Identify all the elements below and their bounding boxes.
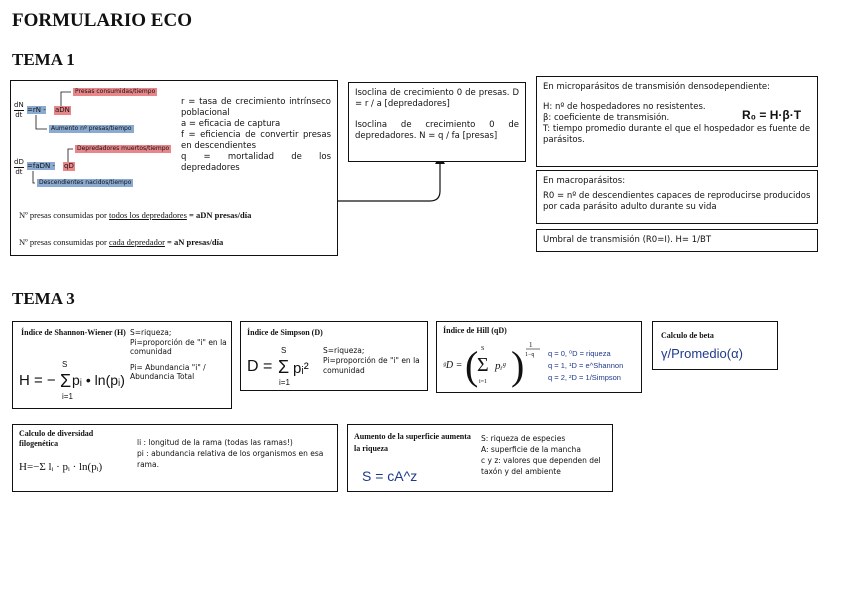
tema1-heading: TEMA 1 — [12, 50, 75, 69]
tag-descendientes: Descendientes nacidos/tiempo — [39, 179, 132, 186]
micro-beta: β: coeficiente de transmisión. — [543, 113, 670, 123]
hill-box — [436, 321, 642, 393]
area-s: S: riqueza de especies — [481, 434, 566, 443]
svg-text:1−q: 1−q — [525, 352, 535, 358]
hill-title: Índice de Hill (qD) — [443, 326, 507, 335]
simpson-s: S=riqueza; — [323, 346, 365, 355]
page-title: FORMULARIO ECO — [12, 10, 192, 31]
micro-T: T: tiempo promedio durante el que el hospedador es fuente de parásitos. — [543, 124, 811, 145]
svg-text:ᵍD =: ᵍD = — [443, 360, 463, 371]
simpson-box — [240, 321, 428, 391]
filo-title: Calculo de diversidad filogenética — [19, 429, 94, 448]
beta-title: Calculo de beta — [661, 331, 714, 340]
definitions — [181, 97, 331, 174]
eq1-num: dN — [14, 101, 24, 109]
macroparasitos-box — [536, 170, 818, 224]
def-a: a = eficacia de captura — [181, 119, 281, 129]
svg-text:Σ: Σ — [477, 354, 489, 376]
arrow-descendientes — [33, 171, 35, 183]
arrow-presas — [61, 92, 71, 106]
macro-title: En macroparásitos: — [543, 176, 626, 186]
micro-H: H: nº de hospedadores no resistentes. — [543, 102, 706, 112]
hill-q1: q = 1, ¹D = e^Shannon — [548, 361, 624, 370]
simpson-pi: Pi=proporción de "i" en la comunidad — [323, 356, 420, 375]
tag-depredadores-muertos: Depredadores muertos/tiempo — [77, 145, 170, 152]
shannon-pi2: Pi= Abundancia "i" / Abundancia Total — [130, 362, 206, 381]
presas-cada — [19, 237, 223, 248]
line2-post: = aN presas/día — [164, 237, 224, 247]
beta-box — [652, 321, 778, 370]
filo-defs — [137, 437, 333, 470]
svg-text:): ) — [511, 343, 525, 388]
svg-text:i=1: i=1 — [479, 379, 488, 385]
hill-formula — [443, 338, 545, 392]
svg-text:(: ( — [465, 343, 479, 388]
shannon-title: Índice de Shannon-Wiener (H) — [21, 328, 126, 337]
svg-text:1: 1 — [529, 341, 533, 349]
filo-li: li : longitud de la rama (todas las ramas!) — [137, 438, 293, 447]
eq1-den: dt — [15, 111, 23, 119]
svg-text:pᵢᵍ: pᵢᵍ — [495, 360, 506, 372]
lotka-volterra-box — [10, 80, 338, 256]
isoclinas-box — [348, 82, 526, 162]
beta-formula: γ/Promedio(α) — [661, 346, 743, 361]
arrow-aumento — [36, 115, 47, 129]
svg-text:i=1: i=1 — [62, 392, 73, 401]
equation-diagram — [11, 81, 176, 196]
hill-q0: q = 0, ⁰D = riqueza — [548, 349, 611, 358]
hill-cases — [548, 348, 623, 384]
shannon-box — [12, 321, 232, 409]
svg-text:i=1: i=1 — [279, 378, 290, 387]
micro-formula: R₀ = H·β·T — [742, 108, 802, 122]
line2-pre: Nº presas consumidas por — [19, 237, 109, 247]
svg-text:Σ: Σ — [278, 357, 290, 377]
tag-presas-consumidas: Presas consumidas/tiempo — [75, 88, 156, 95]
area-title: Aumento de la superficie aumenta la riqueza — [354, 432, 471, 453]
tema3-heading: TEMA 3 — [12, 289, 75, 308]
eq2-faDN-text: =faDN - — [27, 162, 55, 170]
svg-text:pᵢ • ln(pᵢ): pᵢ • ln(pᵢ) — [72, 372, 125, 388]
arrow-depredadores — [68, 149, 73, 162]
shannon-pi: Pi=proporción de "i" en la comunidad — [130, 337, 227, 356]
isoclina-depredadores: Isoclina de crecimiento 0 de depredadores. N = q / fa [presas] — [355, 120, 519, 141]
svg-text:Σ: Σ — [60, 371, 72, 391]
eq2-den: dt — [15, 168, 23, 176]
line2-underlined: cada depredador — [108, 237, 165, 247]
eq2-num: dD — [14, 158, 24, 166]
simpson-defs — [323, 346, 426, 376]
area-riqueza-box — [347, 424, 613, 492]
macro-text: R0 = nº de descendientes capaces de reproducirse producidos por cada parásito adulto durante su vida — [543, 191, 811, 212]
def-r: r = tasa de crecimiento intrínseco poblacional — [181, 97, 331, 118]
presas-todos — [19, 210, 251, 221]
umbral-box — [536, 229, 818, 252]
isoclina-presas: Isoclina de crecimiento 0 de presas. D = r / a [depredadores] — [355, 88, 519, 109]
svg-text:D =: D = — [247, 358, 273, 375]
area-a: A: superficie de la mancha — [481, 445, 581, 454]
shannon-s: S=riqueza; — [130, 328, 172, 337]
area-defs — [481, 433, 609, 477]
filogenetica-box — [12, 424, 338, 492]
line1-pre: Nº presas consumidas por — [19, 210, 109, 220]
simpson-title: Índice de Simpson (D) — [247, 328, 323, 337]
filo-pi: pi : abundancia relativa de los organismos en esa rama. — [137, 449, 324, 469]
area-cz: c y z: valores que dependen del taxón y del ambiente — [481, 456, 601, 476]
hill-q2: q = 2, ²D = 1/Simpson — [548, 373, 621, 382]
eq2-qD: qD — [64, 162, 74, 170]
microparasitos-box — [536, 76, 818, 167]
eq1-rN-text: =rN - — [27, 106, 46, 114]
line1-post: = aDN presas/día — [186, 210, 252, 220]
def-q: q = mortalidad de los depredadores — [181, 152, 331, 173]
svg-text:S: S — [281, 346, 287, 355]
svg-text:H = −: H = − — [19, 372, 56, 389]
shannon-formula — [17, 358, 129, 402]
filo-formula: H=−Σ lᵢ · pᵢ · ln(pᵢ) — [19, 461, 103, 473]
area-formula: S = cA^z — [362, 468, 418, 484]
simpson-formula — [245, 342, 327, 388]
diagram-arrows — [11, 81, 176, 196]
eq1-aDN: aDN — [55, 106, 70, 114]
def-f: f = eficiencia de convertir presas en descendientes — [181, 130, 331, 151]
umbral-text: Umbral de transmisión (R0=I). H= 1/BT — [543, 235, 712, 245]
line1-underlined: todos los depredadores — [108, 210, 187, 220]
svg-text:pᵢ²: pᵢ² — [293, 360, 309, 377]
tag-aumento: Aumento nº presas/tiempo — [51, 125, 132, 132]
svg-text:S: S — [481, 346, 485, 352]
svg-text:S: S — [62, 360, 68, 369]
shannon-defs — [130, 328, 228, 382]
micro-title: En microparásitos de transmisión densodependiente: — [543, 82, 771, 92]
